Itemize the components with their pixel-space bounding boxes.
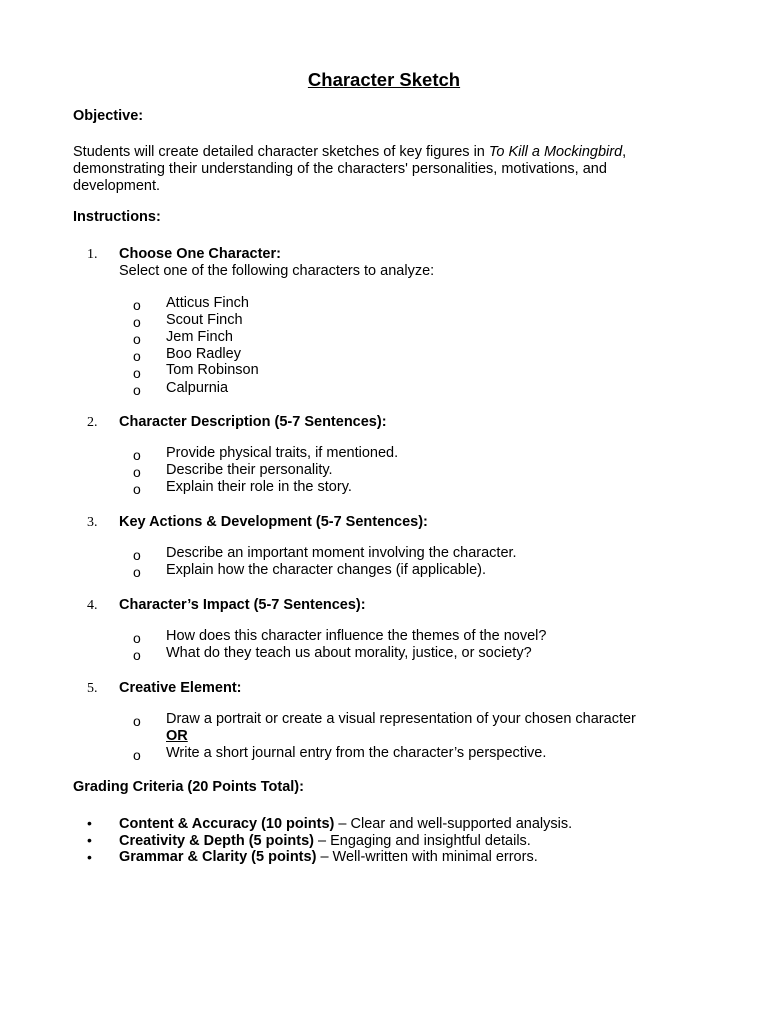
item-number: 1. — [87, 247, 98, 262]
list-item: Draw a portrait or create a visual representation of your chosen character — [166, 711, 636, 727]
list-bullet: o — [133, 547, 141, 563]
list-item: How does this character influence the themes of the novel? — [166, 628, 547, 644]
list-bullet: o — [133, 747, 141, 763]
list-item: Provide physical traits, if mentioned. — [166, 445, 399, 461]
list-item: Describe their personality. — [166, 462, 333, 478]
book-title: To Kill a Mockingbird — [488, 144, 623, 160]
list-item: Write a short journal entry from the character’s perspective. — [166, 745, 547, 761]
list-bullet: o — [133, 297, 141, 313]
grading-item-text: – Clear and well-supported analysis. — [334, 816, 573, 832]
list-bullet: o — [133, 713, 141, 729]
list-item: Boo Radley — [166, 346, 241, 362]
objective-line-3: development. — [73, 178, 161, 194]
or-label: OR — [166, 728, 188, 744]
list-bullet: o — [133, 331, 141, 347]
item-number: 3. — [87, 515, 98, 530]
objective-line-2: demonstrating their understanding of the characters' personalities, motivations, and — [73, 161, 607, 177]
list-bullet: o — [133, 314, 141, 330]
list-bullet: o — [133, 365, 141, 381]
grading-bullet: • — [87, 832, 92, 848]
list-bullet: o — [133, 647, 141, 663]
list-item: Tom Robinson — [166, 362, 259, 378]
list-item: Scout Finch — [166, 312, 243, 328]
list-bullet: o — [133, 447, 141, 463]
grading-item — [119, 816, 572, 832]
grading-item — [119, 833, 531, 849]
list-item: Explain how the character changes (if applicable). — [166, 562, 486, 578]
grading-item — [119, 849, 538, 865]
list-item: Describe an important moment involving the character. — [166, 545, 517, 561]
list-item: What do they teach us about morality, justice, or society? — [166, 645, 532, 661]
list-bullet: o — [133, 382, 141, 398]
list-bullet: o — [133, 630, 141, 646]
objective-text-after: , — [622, 144, 627, 160]
item-title: Choose One Character: — [119, 246, 281, 262]
item-number: 5. — [87, 681, 98, 696]
list-bullet: o — [133, 348, 141, 364]
page-title: Character Sketch — [307, 69, 461, 90]
grading-bullet: • — [87, 849, 92, 865]
grading-item-text: – Engaging and insightful details. — [313, 833, 531, 849]
item-title: Creative Element: — [119, 680, 242, 696]
instructions-heading: Instructions: — [73, 209, 161, 225]
grading-item-label: Content & Accuracy (10 points) — [119, 816, 335, 832]
list-bullet: o — [133, 564, 141, 580]
grading-heading: Grading Criteria (20 Points Total): — [73, 779, 304, 795]
item-number: 4. — [87, 598, 98, 613]
item-subtitle: Select one of the following characters to analyze: — [119, 263, 435, 279]
list-item: Atticus Finch — [166, 295, 249, 311]
grading-bullet: • — [87, 815, 92, 831]
objective-text-before: Students will create detailed character sketches of key figures in — [73, 144, 489, 160]
list-item: Explain their role in the story. — [166, 479, 352, 495]
objective-paragraph — [73, 144, 713, 195]
grading-item-label: Grammar & Clarity (5 points) — [119, 849, 317, 865]
list-bullet: o — [133, 464, 141, 480]
grading-item-text: – Well-written with minimal errors. — [316, 849, 538, 865]
grading-item-label: Creativity & Depth (5 points) — [119, 833, 314, 849]
list-item: Calpurnia — [166, 380, 229, 396]
item-number: 2. — [87, 415, 98, 430]
item-title: Character Description (5-7 Sentences): — [119, 414, 387, 430]
item-title: Key Actions & Development (5-7 Sentences): — [119, 514, 428, 530]
list-bullet: o — [133, 481, 141, 497]
list-item: Jem Finch — [166, 329, 233, 345]
objective-heading: Objective: — [73, 108, 144, 124]
item-title: Character’s Impact (5-7 Sentences): — [119, 597, 366, 613]
